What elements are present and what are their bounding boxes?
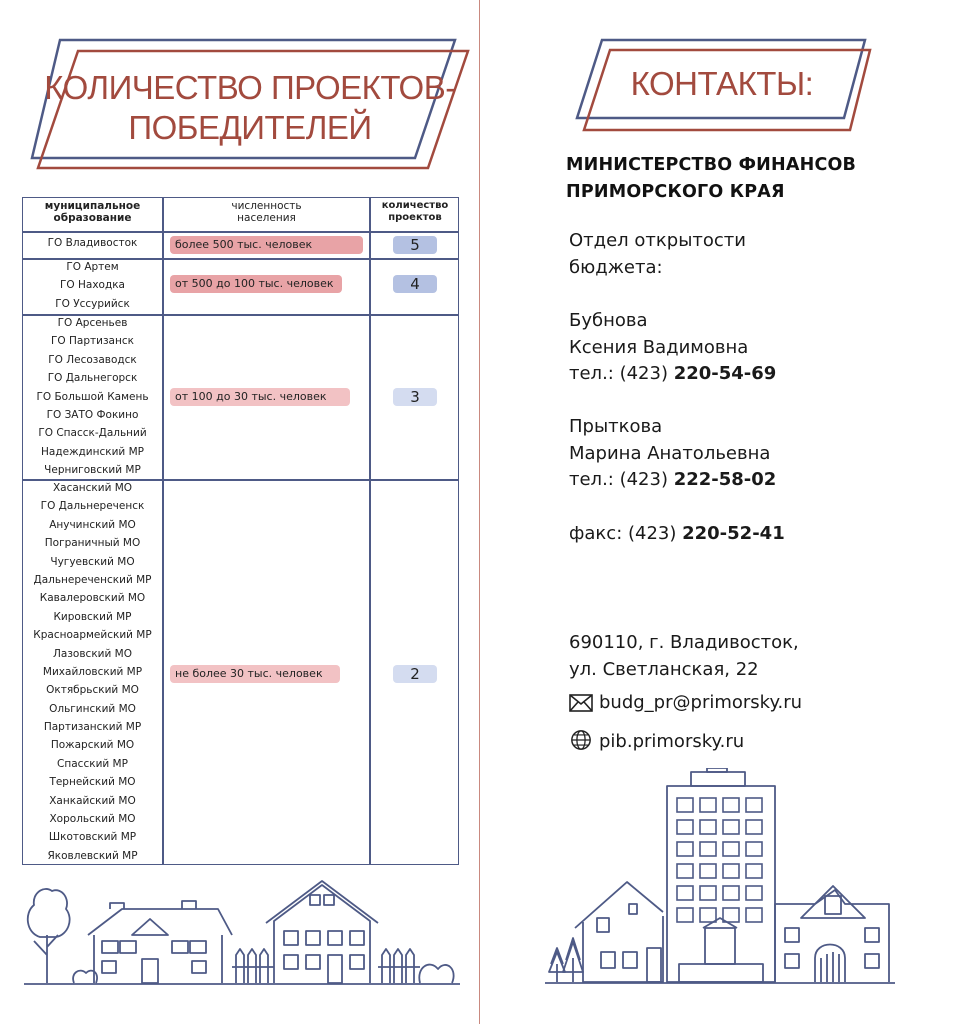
email-link[interactable]: budg_pr@primorsky.ru <box>599 692 803 713</box>
window <box>723 798 739 812</box>
municipality-item: Лазовский МО <box>53 647 132 660</box>
houses-illustration <box>22 875 462 987</box>
municipality-item: ГО Артем <box>66 261 119 273</box>
window <box>677 908 693 922</box>
municipality-item: Красноармейский МР <box>33 629 152 642</box>
municipality-item: ГО Находка <box>59 279 125 292</box>
municipality-item: ГО Арсеньев <box>57 317 128 329</box>
municipality-item: Черниговский МР <box>44 464 141 477</box>
phone-number[interactable]: 220-54-69 <box>673 363 777 384</box>
window <box>746 842 762 856</box>
header-project-count: количество проектов <box>381 200 449 223</box>
municipality-item: ГО Спасск-Дальний <box>38 427 147 440</box>
window <box>746 798 762 812</box>
page-fold-divider <box>479 0 480 1024</box>
window <box>677 820 693 834</box>
window <box>746 886 762 900</box>
window <box>746 864 762 878</box>
window <box>677 798 693 812</box>
window <box>700 820 716 834</box>
population-badge: от 500 до 100 тыс. человек <box>170 275 342 293</box>
municipality-item: Кавалеровский МО <box>39 592 146 605</box>
contact-person-1: Бубнова Ксения Вадимовна тел.: (423) 220-54-69 <box>569 310 777 384</box>
municipality-item: Ханкайский МО <box>49 794 136 807</box>
contact-person-2: Прыткова Марина Анатольевна тел.: (423) 222-58-02 <box>569 416 777 490</box>
municipality-item: Хорольский МО <box>49 813 136 826</box>
website-row[interactable] <box>569 729 744 754</box>
email-row[interactable] <box>569 691 802 715</box>
window <box>746 908 762 922</box>
municipality-item: Кировский МР <box>53 610 132 623</box>
window <box>700 908 716 922</box>
address: 690110, г. Владивосток, ул. Светланская, 22 <box>569 632 799 680</box>
window <box>723 820 739 834</box>
municipality-item: Дальнереченский МР <box>33 573 152 586</box>
fax: факс: (423) 220-52-41 <box>569 523 785 544</box>
municipality-item: ГО ЗАТО Фокино <box>46 408 139 421</box>
projects-table <box>22 197 459 865</box>
window <box>723 842 739 856</box>
phone-number[interactable]: 222-58-02 <box>673 469 777 490</box>
window <box>677 886 693 900</box>
municipality-item: Чугуевский МО <box>50 555 135 568</box>
population-badge: от 100 до 30 тыс. человек <box>170 388 350 406</box>
ministry-name: МИНИСТЕРСТВО ФИНАНСОВ ПРИМОРСКОГО КРАЯ <box>566 155 857 202</box>
city-buildings-illustration <box>545 768 895 988</box>
municipality-item: Партизанский МР <box>43 721 142 734</box>
website-link[interactable]: pib.primorsky.ru <box>599 731 745 752</box>
projects-title-banner <box>30 38 470 170</box>
project-count-badge: 2 <box>393 665 437 683</box>
projects-title-line1: КОЛИЧЕСТВО ПРОЕКТОВ- <box>44 69 456 106</box>
municipality-item: ГО Партизанск <box>51 335 134 348</box>
header-municipality: муниципальное образование <box>44 200 141 224</box>
municipality-list <box>23 479 162 865</box>
municipality-item: ГО Большой Камень <box>36 390 149 403</box>
header-population: численность населения <box>231 200 302 224</box>
window <box>723 886 739 900</box>
project-count-badge: 4 <box>393 275 437 293</box>
municipality-item: Хасанский МО <box>52 482 133 494</box>
municipality-item: Октябрьский МО <box>46 684 139 697</box>
municipality-item: ГО Владивосток <box>47 237 138 249</box>
municipality-list <box>23 234 162 252</box>
municipality-item: Пожарский МО <box>50 739 135 752</box>
municipality-list <box>23 258 162 313</box>
window <box>723 864 739 878</box>
municipality-item: ГО Дальнегорск <box>47 372 138 385</box>
window <box>723 908 739 922</box>
window <box>677 864 693 878</box>
municipality-item: ГО Уссурийск <box>55 297 130 310</box>
contacts-title: КОНТАКТЫ: <box>630 65 814 102</box>
window <box>700 798 716 812</box>
municipality-item: Михайловский МР <box>42 665 143 678</box>
municipality-item: Пограничный МО <box>44 537 141 550</box>
window <box>700 864 716 878</box>
population-badge: более 500 тыс. человек <box>170 236 363 254</box>
window <box>677 842 693 856</box>
municipality-item: ГО Лесозаводск <box>48 353 137 366</box>
window <box>700 886 716 900</box>
project-count-badge: 5 <box>393 236 437 254</box>
municipality-item: Шкотовский МР <box>48 831 137 844</box>
municipality-item: Ольгинский МО <box>49 702 136 715</box>
municipality-item: Надеждинский МР <box>41 445 144 458</box>
project-count-badge: 3 <box>393 388 437 406</box>
municipality-item: Яковлевский МР <box>47 849 138 862</box>
department: Отдел открытости бюджета: <box>569 230 746 278</box>
window <box>700 842 716 856</box>
envelope-icon <box>569 694 593 712</box>
municipality-item: Тернейский МО <box>49 776 136 789</box>
projects-title-line2: ПОБЕДИТЕЛЕЙ <box>128 109 372 146</box>
fax-number[interactable]: 220-52-41 <box>682 523 785 544</box>
municipality-item: ГО Дальнереченск <box>40 500 145 513</box>
municipality-item: Анучинский МО <box>49 518 136 531</box>
population-badge: не более 30 тыс. человек <box>170 665 340 683</box>
globe-icon <box>569 729 593 751</box>
municipality-item: Спасский МР <box>57 757 128 770</box>
municipality-list <box>23 314 162 480</box>
contacts-title-banner <box>572 38 872 134</box>
window <box>746 820 762 834</box>
